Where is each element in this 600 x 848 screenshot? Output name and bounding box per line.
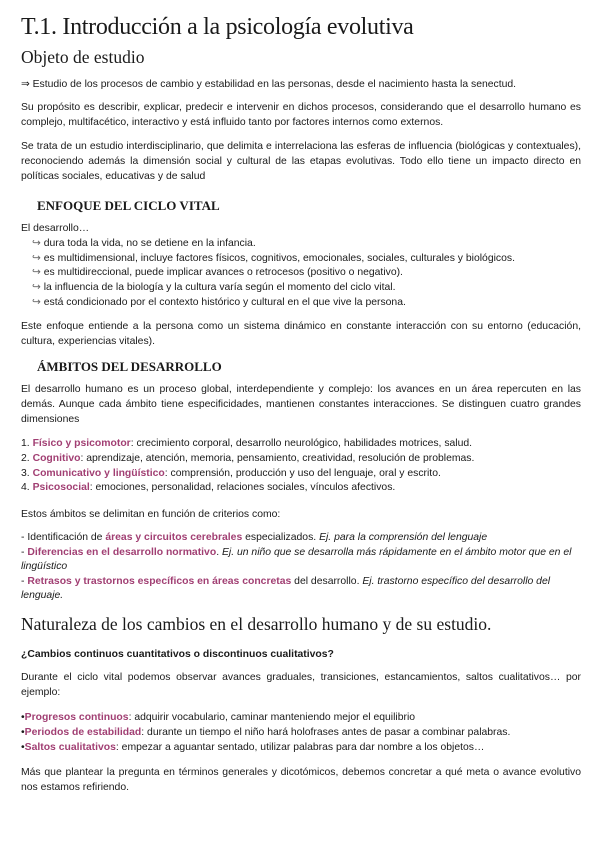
ambitos-intro: El desarrollo humano es un proceso global, interdependiente y complejo: los avances en un área repercuten en las demás. Aunque cada ámbito tiene especificidades, mantienen constantes interacciones. Se distinguen cuatro grandes dimensiones xyxy=(21,384,581,425)
intro-line: ⇒ Estudio de los procesos de cambio y estabilidad en las personas, desde el nacimiento hasta la senectud. xyxy=(21,79,517,90)
return-arrow-icon: ↪ xyxy=(32,252,41,264)
double-arrow-icon: ⇒ xyxy=(21,79,30,90)
criteria-list xyxy=(21,531,581,604)
list-item: - Identificación de áreas y circuitos cerebrales especializados. Ej. para la comprensión del lenguaje xyxy=(21,532,488,543)
bullet-icon: • xyxy=(21,741,25,753)
list-item: 2. Cognitivo: aprendizaje, atención, memoria, pensamiento, creatividad, resolución de problemas. xyxy=(21,452,475,464)
list-item: •Saltos cualitativos: empezar a aguantar sentado, utilizar palabras para dar nombre a los objetos… xyxy=(21,741,485,753)
list-item: •Progresos continuos: adquirir vocabulario, caminar manteniendo mejor el equilibrio xyxy=(21,712,416,723)
ciclo-lead: El desarrollo… xyxy=(21,223,90,234)
naturaleza-list-block xyxy=(21,711,581,755)
ciclo-vital-block xyxy=(21,222,581,311)
return-arrow-icon: ↪ xyxy=(32,296,41,308)
list-item: - Retrasos y trastornos específicos en áreas concretas del desarrollo. Ej. trastorno específico del desarrollo del lenguaje. xyxy=(21,575,551,601)
heading-ambitos: ÁMBITOS DEL DESARROLLO xyxy=(37,359,222,374)
ambitos-list-block xyxy=(21,437,581,496)
list-item: ↪ está condicionado por el contexto histórico y cultural en el que vive la persona. xyxy=(32,296,406,308)
ciclo-closing: Este enfoque entiende a la persona como un sistema dinámico en constante interacción con su entorno (educación, cultura, experiencias vitales). xyxy=(21,321,581,347)
list-item: ↪ es multidimensional, incluye factores físicos, cognitivos, emocionales, sociales, culturales y biológicos. xyxy=(32,252,515,264)
ciclo-list xyxy=(21,237,581,311)
criteria-lead: Estos ámbitos se delimitan en función de criterios como: xyxy=(21,509,281,520)
naturaleza-intro: Durante el ciclo vital podemos observar avances graduales, transiciones, estancamientos, saltos cualitativos… por ejemplo: xyxy=(21,672,581,698)
bullet-icon: • xyxy=(21,726,25,738)
list-item: 3. Comunicativo y lingüístico: comprensión, producción y uso del lenguaje, oral y escrito. xyxy=(21,467,441,479)
list-item: ↪ es multidireccional, puede implicar avances o retrocesos (positivo o negativo). xyxy=(32,267,403,279)
naturaleza-question: ¿Cambios continuos cuantitativos o discontinuos cualitativos? xyxy=(21,649,334,660)
list-item: 1. Físico y psicomotor: crecimiento corporal, desarrollo neurológico, habilidades motrices, salud. xyxy=(21,438,473,449)
list-item: •Periodos de estabilidad: durante un tiempo el niño hará holofrases antes de pasar a combinar palabras. xyxy=(21,726,511,738)
ambitos-list xyxy=(21,437,581,496)
naturaleza-closing: Más que plantear la pregunta en términos generales y dicotómicos, debemos concretar a qué meta o avance evolutivo nos estamos refiriendo. xyxy=(21,767,581,793)
naturaleza-list xyxy=(21,711,581,755)
return-arrow-icon: ↪ xyxy=(32,267,41,279)
return-arrow-icon: ↪ xyxy=(32,237,41,249)
intro-paragraph-purpose: Su propósito es describir, explicar, predecir e intervenir en dichos procesos, considerando que el desarrollo humano es complejo, multifacético, interactivo y está influido tanto por factores internos como externos. xyxy=(21,102,581,128)
list-item: ↪ la influencia de la biología y la cultura varía según el momento del ciclo vital. xyxy=(32,282,396,294)
heading-naturaleza: Naturaleza de los cambios en el desarrollo humano y de su estudio. xyxy=(21,614,492,634)
criteria-block xyxy=(21,531,581,604)
list-item: ↪ dura toda la vida, no se detiene en la infancia. xyxy=(32,237,256,249)
return-arrow-icon: ↪ xyxy=(32,282,41,294)
list-item: - Diferencias en el desarrollo normativo. Ej. un niño que se desarrolla más rápidamente en el ámbito motor que en el lingüístico xyxy=(21,546,572,572)
heading-ciclo-vital: ENFOQUE DEL CICLO VITAL xyxy=(37,198,220,213)
list-item: 4. Psicosocial: emociones, personalidad, relaciones sociales, vínculos afectivos. xyxy=(21,482,396,494)
intro-paragraph-interdisciplinary: Se trata de un estudio interdisciplinario, que delimita e interrelaciona las esferas de influencia (biológicas y contextuales), reconociendo además la dimensión social y cultural de las etapas evolutivas. Todo ello tiene un impacto directo en políticas sociales, educativas y de salud xyxy=(21,141,581,182)
section-subtitle: Objeto de estudio xyxy=(21,47,145,67)
page-title: T.1. Introducción a la psicología evolutiva xyxy=(21,14,414,40)
bullet-icon: • xyxy=(21,712,25,723)
